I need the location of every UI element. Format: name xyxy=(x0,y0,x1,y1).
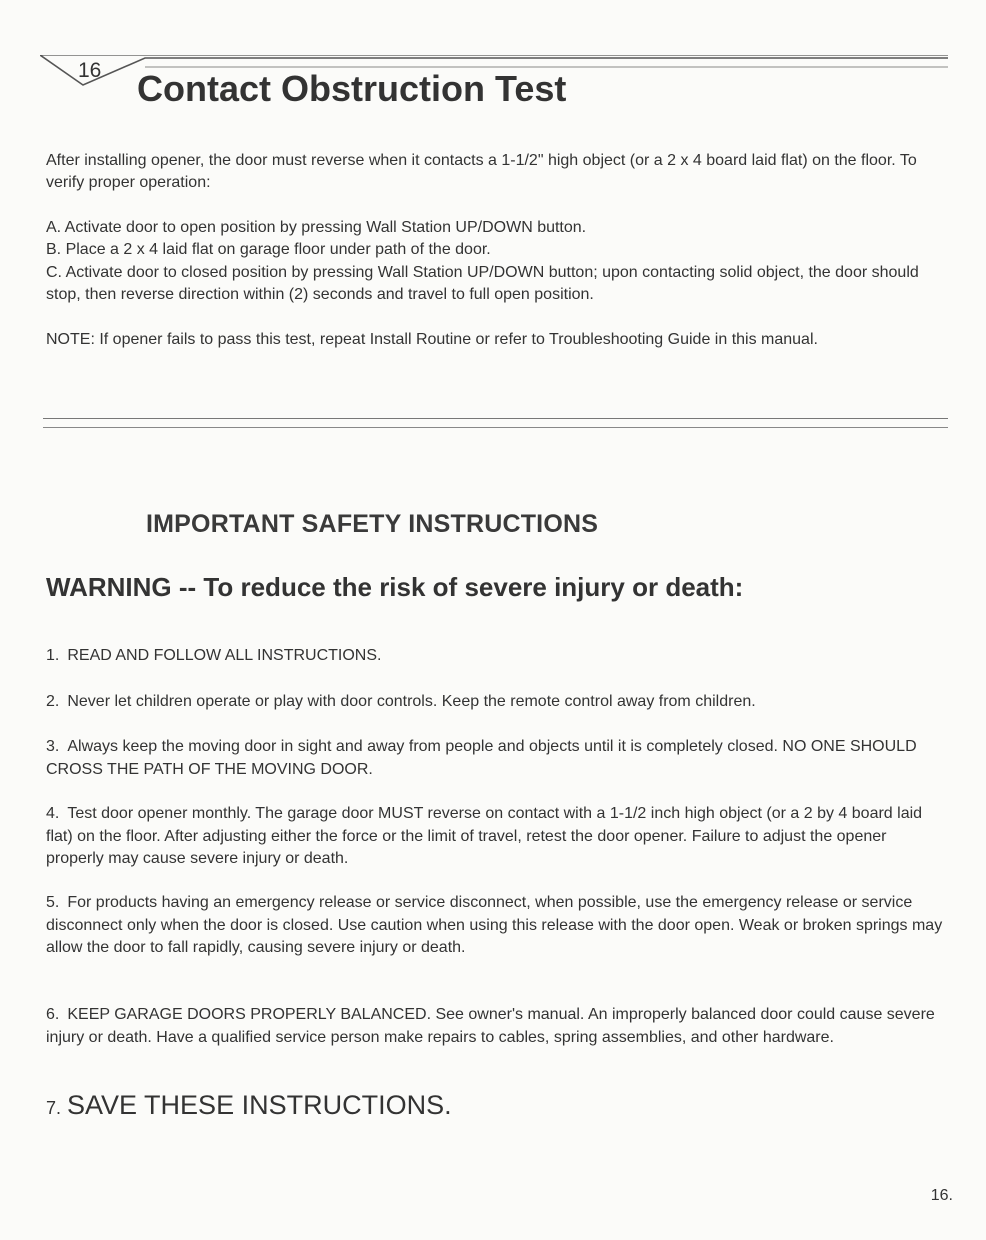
step-a: A. Activate door to open position by pressing Wall Station UP/DOWN button. xyxy=(46,219,587,236)
item-number: 1. xyxy=(46,647,60,664)
item-number: 2. xyxy=(46,693,60,710)
note-paragraph: NOTE: If opener fails to pass this test, repeat Install Routine or refer to Troubleshooting Guide in this manual. xyxy=(46,331,818,348)
safety-heading: IMPORTANT SAFETY INSTRUCTIONS xyxy=(146,510,599,538)
safety-item-2 xyxy=(46,691,946,714)
item-number: 7. xyxy=(46,1098,62,1118)
item-text: Test door opener monthly. The garage door MUST reverse on contact with a 1-1/2 inch high object (or a 2 by 4 board laid flat) on the floor. After adjusting either the force or the limit of travel, retest the door opener. Failure to adjust the opener properly may cause severe injury or death. xyxy=(46,805,923,867)
step-b: B. Place a 2 x 4 laid flat on garage floor under path of the door. xyxy=(46,241,491,258)
safety-item-7 xyxy=(46,1090,452,1121)
safety-item-3 xyxy=(46,736,946,781)
section-title: Contact Obstruction Test xyxy=(137,68,567,109)
item-number: 5. xyxy=(46,894,60,911)
item-text: For products having an emergency release or service disconnect, when possible, use the emergency release or service disconnect only when the door is closed. Use caution when using this release with the door open. Weak or broken springs may allow the door to fall rapidly, causing severe injury or death. xyxy=(46,894,943,956)
page-number: 16. xyxy=(930,1187,953,1204)
step-c: C. Activate door to closed position by pressing Wall Station UP/DOWN button; upon contacting solid object, the door should stop, then reverse direction within (2) seconds and travel to full open position. xyxy=(46,264,919,303)
tab-number: 16 xyxy=(78,59,102,82)
item-number: 3. xyxy=(46,738,60,755)
warning-heading: WARNING -- To reduce the risk of severe injury or death: xyxy=(46,572,744,602)
item-text: READ AND FOLLOW ALL INSTRUCTIONS. xyxy=(67,647,382,664)
safety-item-6 xyxy=(46,1004,946,1049)
item-text: Always keep the moving door in sight and away from people and objects until it is completely closed. NO ONE SHOULD CROSS THE PATH OF THE MOVING DOOR. xyxy=(46,738,917,778)
header-rule xyxy=(40,55,948,67)
item-text: Never let children operate or play with door controls. Keep the remote control away from children. xyxy=(67,693,756,710)
section-divider xyxy=(43,418,948,430)
item-number: 6. xyxy=(46,1006,60,1023)
intro-paragraph: After installing opener, the door must reverse when it contacts a 1-1/2" high object (or a 2 x 4 board laid flat) on the floor. To verify proper operation: xyxy=(46,152,917,191)
item-text: KEEP GARAGE DOORS PROPERLY BALANCED. See owner's manual. An improperly balanced door could cause severe injury or death. Have a qualified service person make repairs to cables, spring assemblies, and other hardware. xyxy=(46,1006,935,1046)
safety-item-5 xyxy=(46,892,946,960)
item-text: SAVE THESE INSTRUCTIONS. xyxy=(67,1090,452,1120)
safety-item-4 xyxy=(46,803,946,871)
item-number: 4. xyxy=(46,805,60,822)
safety-item-1 xyxy=(46,645,946,668)
